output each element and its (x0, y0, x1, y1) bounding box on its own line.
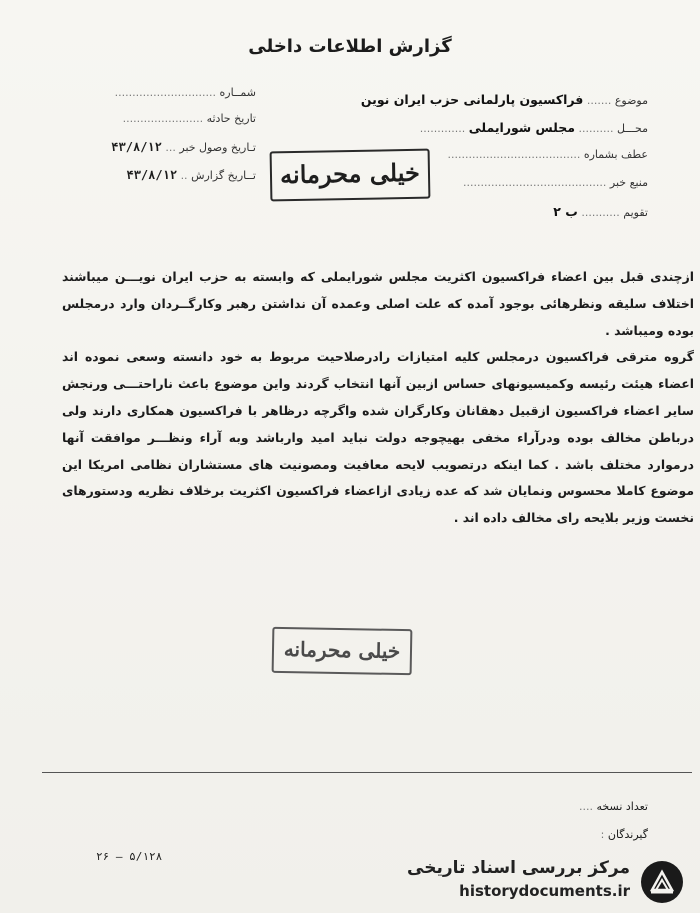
field-received-date-value: ۴۳/۸/۱۲ (111, 140, 162, 154)
footer-recipients-label: گیرندگان (607, 828, 648, 841)
field-report-date: تــاریخ گزارش .. ۴۳/۸/۱۲ (126, 168, 256, 182)
field-location-value: مجلس شورایملی (468, 120, 576, 135)
field-incident-date-label: تاریخ حادثه (206, 112, 256, 125)
watermark-url: historydocuments.ir (459, 882, 630, 900)
field-received-date-label: تـاریخ وصول خبر (179, 141, 256, 154)
footer-divider (42, 772, 692, 773)
report-paragraph: گروه مترقی فراکسیون درمجلس کلیه امتیازات رادرصلاحیت مربوط به خود دانسته وسعی نموده اند اعضاء هیئت رئیسه وکمیسیونهای حساس ازبین آنها انتخاب گردند واین موضوع باعث ناراحتـــی ورنجش سایر اعضاء فراکسیون ازقبیل دهقانان وکارگران شده واگرچه درظاهر با فراکسیون همکاری دارند ولی درباطن مخالف بوده ودرآراء مخفی بهیچوجه دولت نباید امید وارباشد وبه آراء ونظـــر موافقت آنها درموارد مختلف باشد . کما اینکه درتصویب لایحه معافیت ومصونیت های مستشاران نظامی امریکا این موضوع کاملا محسوس ونمایان شد که عده زیادی ازاعضاء فراکسیون اکثریت برخلاف نظریه ودستورهای نخست وزیر بلایحه رای مخالف داده اند . (62, 349, 694, 526)
field-number: شمــاره ............................. (114, 86, 256, 99)
field-rating-label: تقویم (623, 206, 648, 219)
field-reference: عطف بشماره ...................................... (447, 148, 648, 161)
document-title: گزارش اطلاعات داخلی (248, 36, 452, 57)
field-subject-value: فراکسیون پارلمانی حزب ایران نوین (360, 92, 584, 107)
field-number-label: شمــاره (219, 86, 256, 99)
footer-recipients: گیرندگان : (600, 828, 648, 841)
footer-copies-label: تعداد نسخه (596, 800, 648, 813)
field-subject: موضوع ....... فراکسیون پارلمانی حزب ایران نوین (360, 92, 648, 107)
field-rating: تقویم ........... ب ۲ (553, 204, 648, 219)
field-location-label: محـــل (617, 122, 648, 135)
field-report-date-value: ۴۳/۸/۱۲ (126, 168, 178, 182)
archive-logo-icon (640, 860, 684, 904)
field-source: منبع خبر ......................................... (463, 176, 648, 189)
archive-watermark (404, 856, 694, 908)
field-received-date: تـاریخ وصول خبر ... ۴۳/۸/۱۲ (111, 140, 256, 154)
classification-stamp-top: خیلی محرمانه (270, 149, 431, 202)
field-rating-value: ب ۲ (553, 204, 578, 219)
document-code: ۵/۱۲۸ – ۲۶ (96, 850, 163, 863)
field-incident-date: تاریخ حادثه ....................... (122, 112, 256, 125)
field-report-date-label: تــاریخ گزارش (191, 169, 256, 182)
report-body (62, 264, 694, 532)
field-location: محـــل .......... مجلس شورایملی ............. (419, 120, 648, 135)
watermark-title: مرکز بررسی اسناد تاریخی (407, 858, 630, 878)
field-subject-label: موضوع (614, 94, 648, 107)
field-source-label: منبع خبر (609, 176, 648, 189)
footer-copies: تعداد نسخه .... (579, 800, 648, 813)
report-paragraph: ازچندی قبل بین اعضاء فراکسیون اکثریت مجلس شورایملی که وابسته به حزب ایران نویـــن میباشند اختلاف سلیقه ونظرهائی بوجود آمده که علت اصلی وعمده آن نداشتن رهبر وکارگــردان وارد درمجلس بوده ومیباشد . (62, 269, 694, 338)
classification-stamp-bottom: خیلی محرمانه (272, 627, 413, 675)
field-reference-label: عطف بشماره (583, 148, 648, 161)
